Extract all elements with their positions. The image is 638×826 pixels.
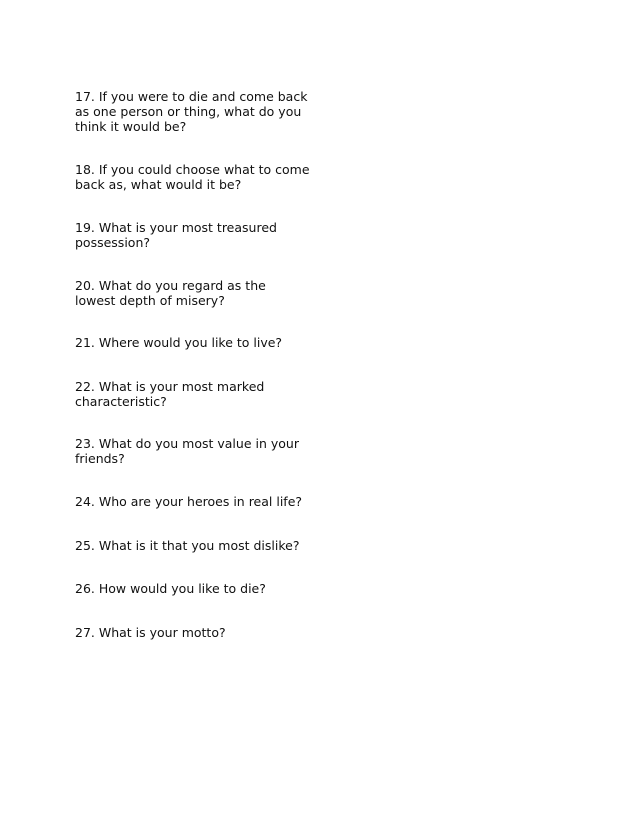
question-20: 20. What do you regard as the lowest depth of misery? <box>75 278 266 308</box>
question-22: 22. What is your most marked characteristic? <box>75 379 265 409</box>
question-21: 21. Where would you like to live? <box>75 335 283 350</box>
question-25: 25. What is it that you most dislike? <box>75 538 300 553</box>
question-24: 24. Who are your heroes in real life? <box>75 494 303 509</box>
question-26: 26. How would you like to die? <box>75 581 266 596</box>
question-19: 19. What is your most treasured possession? <box>75 220 277 250</box>
question-17: 17. If you were to die and come back as one person or thing, what do you think it would be? <box>75 89 308 134</box>
question-23: 23. What do you most value in your friends? <box>75 436 299 466</box>
question-27: 27. What is your motto? <box>75 625 226 640</box>
question-18: 18. If you could choose what to come back as, what would it be? <box>75 162 310 192</box>
